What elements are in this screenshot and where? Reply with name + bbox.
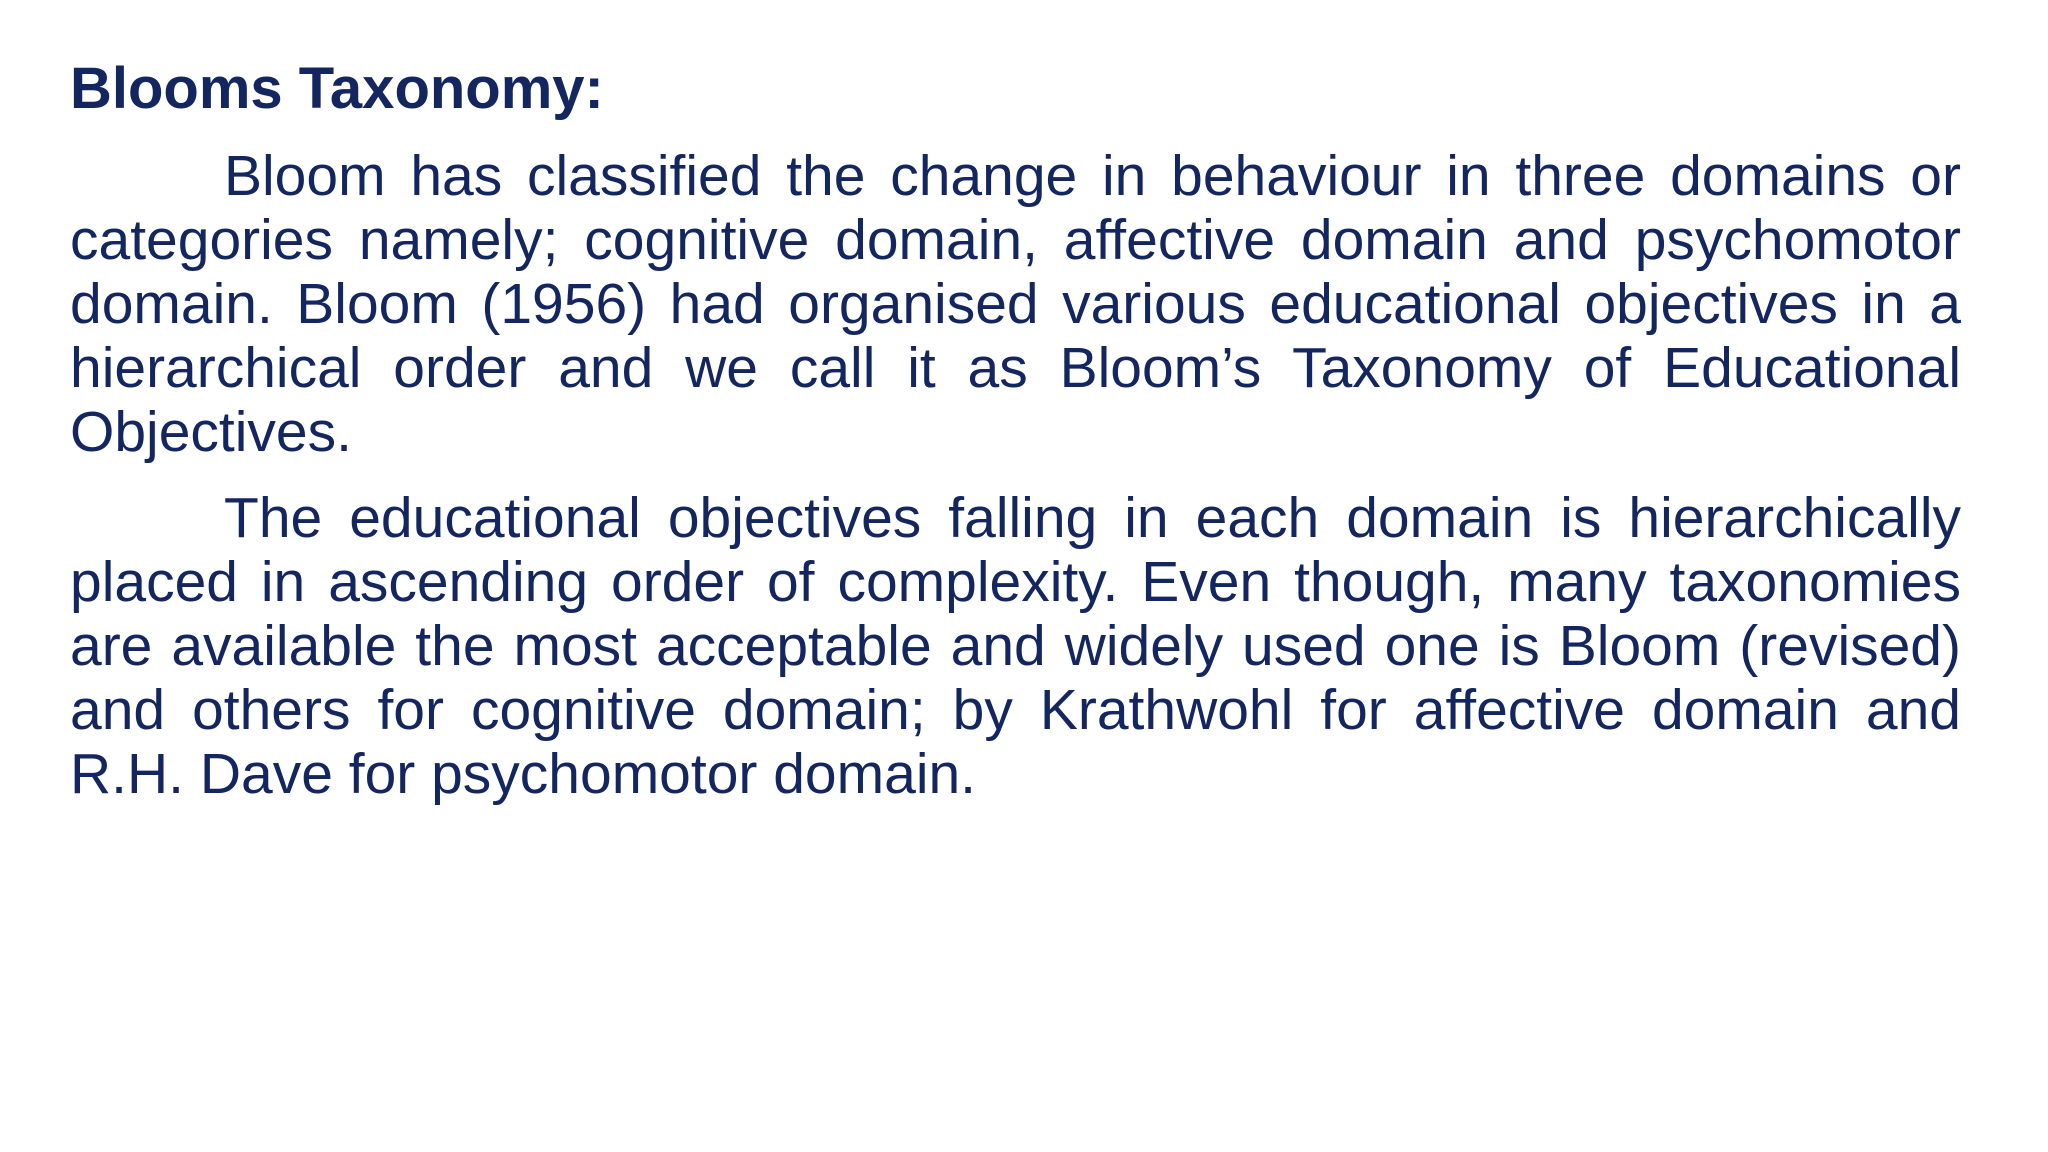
paragraph-hierarchy: The educational objectives falling in each domain is hierarchically placed in ascending order of complexity. Even though, many taxonomies are available the most acceptable and widely used one is Bloom (revised) and others for cognitive domain; by Krathwohl for affective domain and R.H. Dave for psychomotor domain. bbox=[70, 486, 1961, 806]
slide-title: Blooms Taxonomy: bbox=[70, 56, 604, 121]
paragraph-domains: Bloom has classified the change in behaviour in three domains or categories namely; cognitive domain, affective domain and psychomotor domain. Bloom (1956) had organised various educational objectives in a hierarchical order and we call it as Bloom’s Taxonomy of Educational Objectives. bbox=[70, 144, 1961, 464]
slide-content bbox=[70, 54, 1961, 828]
